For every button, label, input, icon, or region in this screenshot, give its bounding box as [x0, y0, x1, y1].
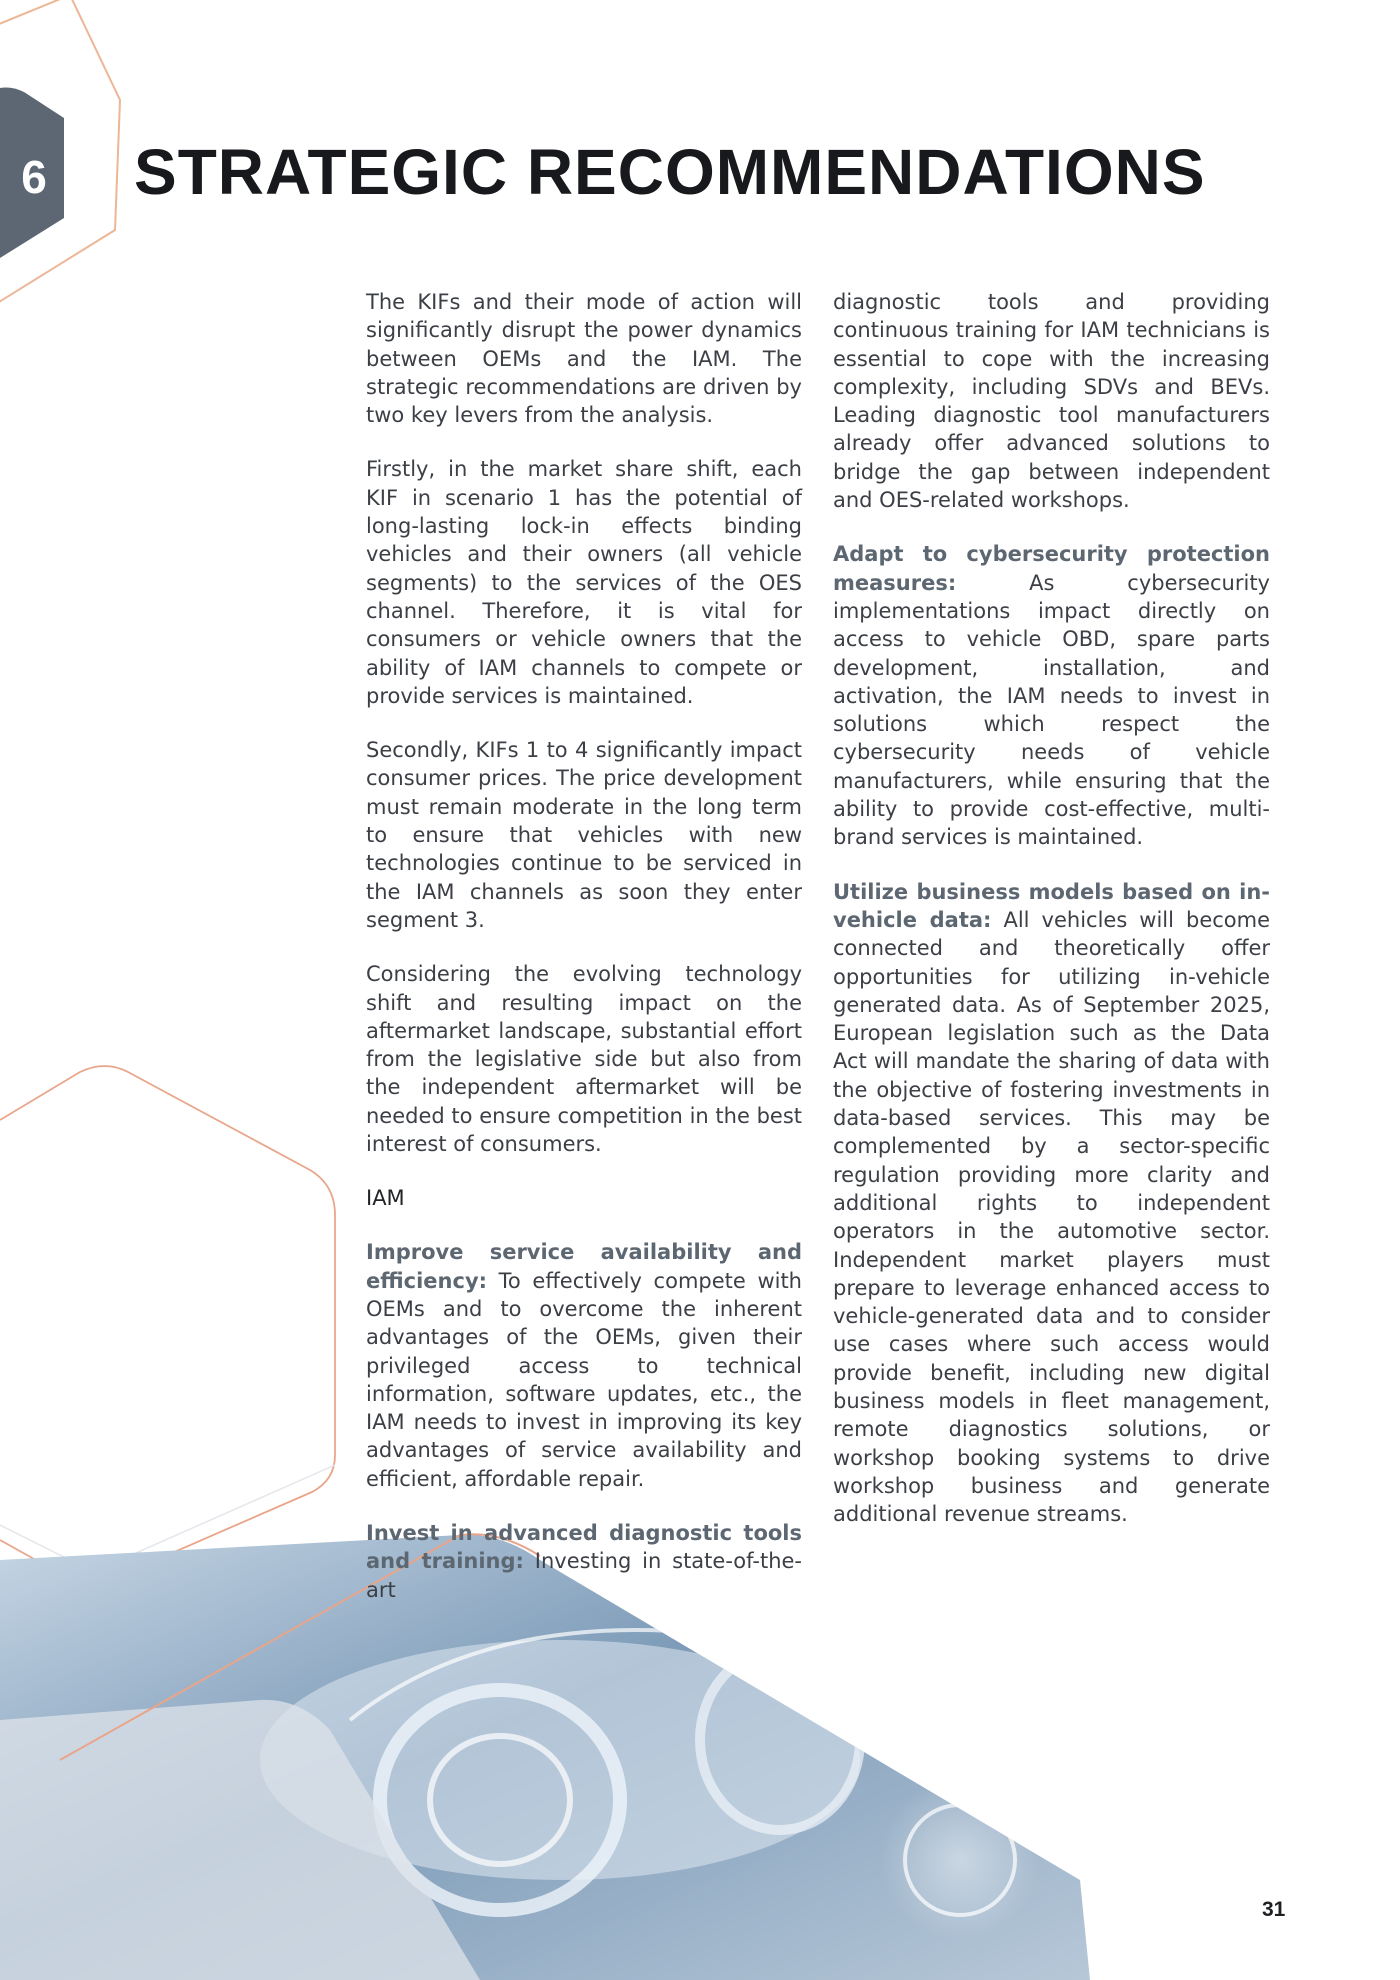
right-column — [833, 288, 1270, 1554]
diagnostic-lead: Invest in advanced diagnostic tools and training: — [366, 1520, 802, 1574]
consumer-prices-paragraph: Secondly, KIFs 1 to 4 significantly impact consumer prices. The price development must remain moderate in the long term to ensure that vehicles with new technologies continue to be serviced in the IAM channels as soon they enter segment 3. — [366, 738, 802, 932]
section-subheading: IAM — [366, 1186, 405, 1211]
cybersecurity-paragraph — [833, 540, 1270, 851]
page-number: 31 — [1262, 1898, 1286, 1921]
data-business-paragraph — [833, 878, 1270, 1529]
service-paragraph — [366, 1238, 802, 1493]
hexagon-outline-middle — [0, 1066, 335, 1585]
technology-shift-paragraph: Considering the evolving technology shift and resulting impact on the aftermarket landscape, substantial effort from the legislative side but also from the independent aftermarket will be needed to ensure competition in the best interest of consumers. — [366, 962, 802, 1157]
diagnostic-paragraph — [366, 1519, 802, 1604]
service-text: To effectively compete with OEMs and to overcome the inherent advantages of the OEMs, given their privileged access to technical information, software updates, etc., the IAM needs to invest in improving its key advantages of service availability and efficient, affordable repair. — [366, 1268, 802, 1491]
left-column — [366, 288, 802, 1630]
cybersecurity-lead: Adapt to cybersecurity protection measures: — [833, 542, 1270, 595]
service-lead: Improve service availability and efficiency: — [366, 1240, 802, 1293]
page-title: STRATEGIC RECOMMENDATIONS — [134, 136, 1206, 208]
chapter-number: 6 — [21, 151, 47, 203]
cybersecurity-text: As cybersecurity implementations impact directly on access to vehicle OBD, spare parts development, installation, and activation, the IAM needs to invest in solutions which respect the cybersecurity needs of vehicle manufacturers, while ensuring that the ability to provide cost-effective, multi-brand services is maintained. — [833, 570, 1270, 850]
diagnostic-continued-paragraph: diagnostic tools and providing continuous training for IAM technicians is essential to cope with the increasing complexity, including SDVs and BEVs. Leading diagnostic tool manufacturers already offer advanced solutions to bridge the gap between independent and OES-related workshops. — [833, 290, 1270, 513]
market-share-paragraph: Firstly, in the market share shift, each KIF in scenario 1 has the potential of long-lasting lock-in effects binding vehicles and their owners (all vehicle segments) to the services of the OES channel. Therefore, it is vital for consumers or vehicle owners that the ability of IAM channels to compete or provide services is maintained. — [366, 457, 802, 708]
intro-paragraph: The KIFs and their mode of action will significantly disrupt the power dynamics between OEMs and the IAM. The strategic recommendations are driven by two key levers from the analysis. — [366, 290, 802, 428]
diagnostic-text: Investing in state-of-the-art — [366, 1549, 802, 1602]
data-business-lead: Utilize business models based on in-vehicle data: — [833, 879, 1270, 932]
data-business-text: All vehicles will become connected and theoretically offer opportunities for utilizing in-vehicle generated data. As of September 2025, European legislation such as the Data Act will mandate the sharing of data with the objective of fostering investments in data-based services. This may be complemented by a sector-specific regulation providing more clarity and additional rights to independent operators in the automotive sector. Independent market players must prepare to leverage enhanced access to vehicle-generated data and to consider use cases where such access would provide benefit, including new digital business models in fleet management, remote diagnostics solutions, or workshop booking systems to drive workshop business and generate additional revenue streams. — [833, 907, 1271, 1527]
